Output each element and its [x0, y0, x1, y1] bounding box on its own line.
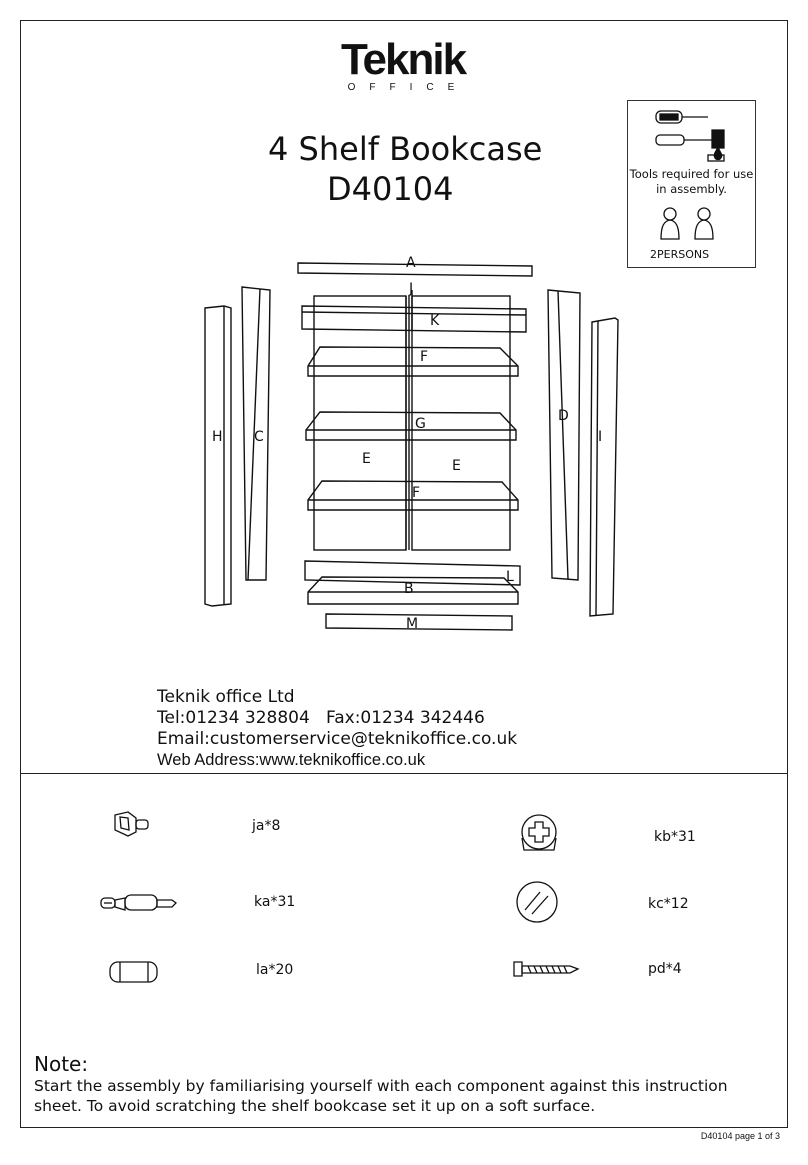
label-F-top: F [420, 349, 429, 365]
label-H: H [212, 429, 223, 445]
label-J: J [409, 281, 414, 297]
label-C: C [254, 429, 264, 445]
panel-G [306, 412, 516, 440]
label-A: A [406, 255, 416, 271]
label-F-bottom: F [412, 485, 421, 501]
kc-cap-icon [517, 882, 557, 922]
logo-brand: Teknik [340, 35, 466, 84]
logo-sub: OFFICE [347, 82, 469, 93]
product-title: 4 Shelf Bookcase [268, 130, 543, 168]
part-kb: kb*31 [654, 829, 696, 845]
tools-text: Tools required for use in assembly. [629, 167, 754, 196]
hardware-icons [0, 790, 808, 1040]
panel-D [548, 290, 580, 580]
part-la: la*20 [256, 962, 294, 978]
label-M: M [406, 616, 419, 632]
contact-block [157, 687, 517, 771]
pd-screw-icon [514, 962, 578, 976]
page-footer: D40104 page 1 of 3 [700, 1131, 780, 1141]
ka-bolt-icon [101, 895, 176, 910]
panel-E-right [412, 296, 510, 550]
persons-text: 2PERSONS [650, 248, 710, 261]
company-name: Teknik office Ltd [157, 687, 295, 707]
email: Email:customerservice@teknikoffice.co.uk [157, 729, 518, 749]
product-code: D40104 [327, 170, 454, 208]
panel-F-top [308, 347, 518, 376]
panel-M [326, 614, 512, 630]
ja-dowel-icon [115, 812, 148, 836]
label-L: L [506, 569, 514, 585]
part-kc: kc*12 [648, 896, 689, 912]
label-K: K [430, 313, 440, 329]
section-divider [20, 773, 788, 774]
panel-H [205, 306, 231, 606]
note-body: Start the assembly by familiarising yourself with each component against this instruction sheet. To avoid scratching the shelf bookcase set it up on a soft surface. [34, 1077, 728, 1115]
label-I: I [598, 429, 603, 445]
note-heading: Note: [34, 1052, 89, 1076]
label-G: G [415, 416, 426, 432]
panel-K [302, 306, 526, 332]
label-D: D [558, 408, 569, 424]
panel-E-left [314, 296, 406, 550]
la-dowel-pin-icon [110, 962, 157, 982]
phone-fax: Tel:01234 328804 Fax:01234 342446 [157, 708, 485, 728]
label-B: B [404, 581, 414, 597]
part-pd: pd*4 [648, 961, 682, 977]
label-E-left: E [362, 451, 371, 467]
panel-I [590, 318, 618, 616]
kb-cam-lock-icon [522, 815, 556, 850]
part-ka: ka*31 [254, 894, 296, 910]
web-address: Web Address:www.teknikoffice.co.uk [157, 751, 426, 769]
label-E-right: E [452, 458, 461, 474]
part-ja: ja*8 [252, 818, 281, 834]
